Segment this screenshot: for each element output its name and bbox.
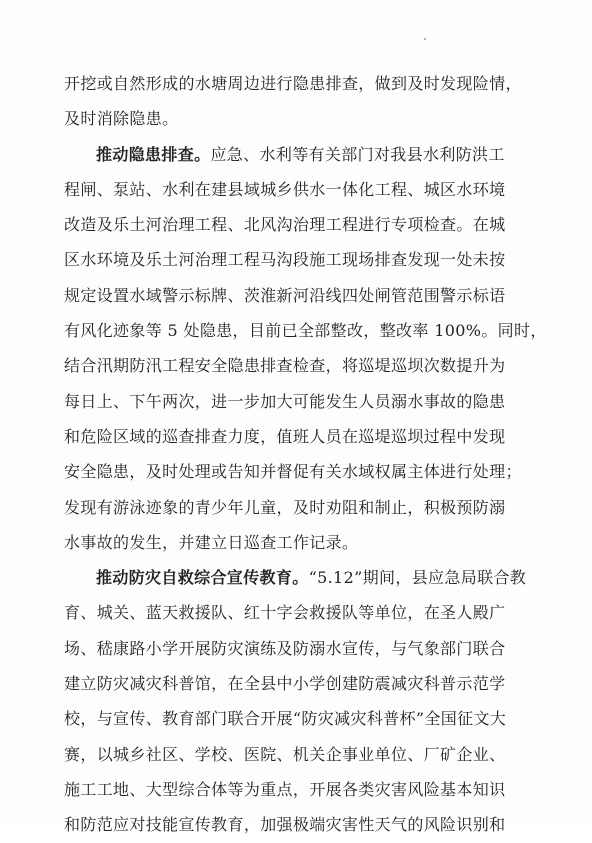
text-segment: 规定设置水域警示标牌、茨淮新河沿线四处闸管范围警示标语 xyxy=(64,285,506,305)
text-line xyxy=(64,101,530,136)
text-segment: 及时消除隐患。 xyxy=(64,109,179,129)
text-segment: 有风化迹象等 5 处隐患，目前已全部整改，整改率 100%。同时， xyxy=(64,321,547,341)
text-line xyxy=(64,490,530,525)
text-line xyxy=(64,137,530,172)
text-segment: 结合汛期防汛工程安全隐患排查检查，将巡堤巡坝次数提升为 xyxy=(64,356,506,376)
text-line xyxy=(64,419,530,454)
text-line xyxy=(64,454,530,489)
text-segment: 育、城关、蓝天救援队、红十字会救援队等单位，在圣人殿广 xyxy=(64,603,506,623)
text-segment: 每日上、下午两次，进一步加大可能发生人员溺水事故的隐患 xyxy=(64,391,506,411)
text-segment: 建立防灾减灾科普馆，在全县中小学创建防震减灾科普示范学 xyxy=(64,674,506,694)
text-line xyxy=(64,278,530,313)
text-line xyxy=(64,560,530,595)
text-line xyxy=(64,348,530,383)
text-segment: 水事故的发生，并建立日巡查工作记录。 xyxy=(64,532,359,552)
text-segment: 施工工地、大型综合体等为重点，开展各类灾害风险基本知识 xyxy=(64,779,506,799)
text-segment: 赛，以城乡社区、学校、医院、机关企事业单位、厂矿企业、 xyxy=(64,744,506,764)
text-line xyxy=(64,242,530,277)
text-segment: 校，与宣传、教育部门联合开展“防灾减灾科普杯”全国征文大 xyxy=(64,709,507,729)
text-line xyxy=(64,525,530,560)
text-segment: 应急、水利等有关部门对我县水利防洪工 xyxy=(210,144,505,164)
text-segment: 安全隐患，及时处理或告知并督促有关水域权属主体进行处理； xyxy=(64,462,522,482)
scan-speck xyxy=(424,38,426,40)
paragraph-heading: 推动防灾自救综合宣传教育。 xyxy=(96,568,309,588)
text-segment: 场、嵇康路小学开展防灾演练及防溺水宣传，与气象部门联合 xyxy=(64,638,506,658)
text-segment: 区水环境及乐土河治理工程马沟段施工现场排查发现一处未按 xyxy=(64,250,506,270)
text-segment: 和危险区域的巡查排查力度，值班人员在巡堤巡坝过程中发现 xyxy=(64,426,506,446)
text-line xyxy=(64,384,530,419)
text-line xyxy=(64,737,530,772)
text-line xyxy=(64,772,530,807)
text-line xyxy=(64,631,530,666)
text-line xyxy=(64,666,530,701)
text-segment: “5.12”期间，县应急局联合教 xyxy=(308,568,527,588)
text-segment: 和防范应对技能宣传教育，加强极端灾害性天气的风险识别和 xyxy=(64,815,506,835)
text-segment: 改造及乐土河治理工程、北风沟治理工程进行专项检查。在城 xyxy=(64,215,506,235)
text-line xyxy=(64,207,530,242)
text-line xyxy=(64,701,530,736)
text-segment: 程闸、泵站、水利在建县域城乡供水一体化工程、城区水环境 xyxy=(64,179,506,199)
text-segment: 开挖或自然形成的水塘周边进行隐患排查，做到及时发现险情， xyxy=(64,74,522,93)
text-line xyxy=(64,595,530,630)
document-body xyxy=(64,66,547,843)
text-line xyxy=(64,172,530,207)
text-line xyxy=(64,313,547,348)
text-line xyxy=(64,807,530,842)
paragraph-heading: 推动隐患排查。 xyxy=(96,144,211,164)
text-line xyxy=(64,66,530,101)
text-segment: 发现有游泳迹象的青少年儿童，及时劝阻和制止，积极预防溺 xyxy=(64,497,506,517)
